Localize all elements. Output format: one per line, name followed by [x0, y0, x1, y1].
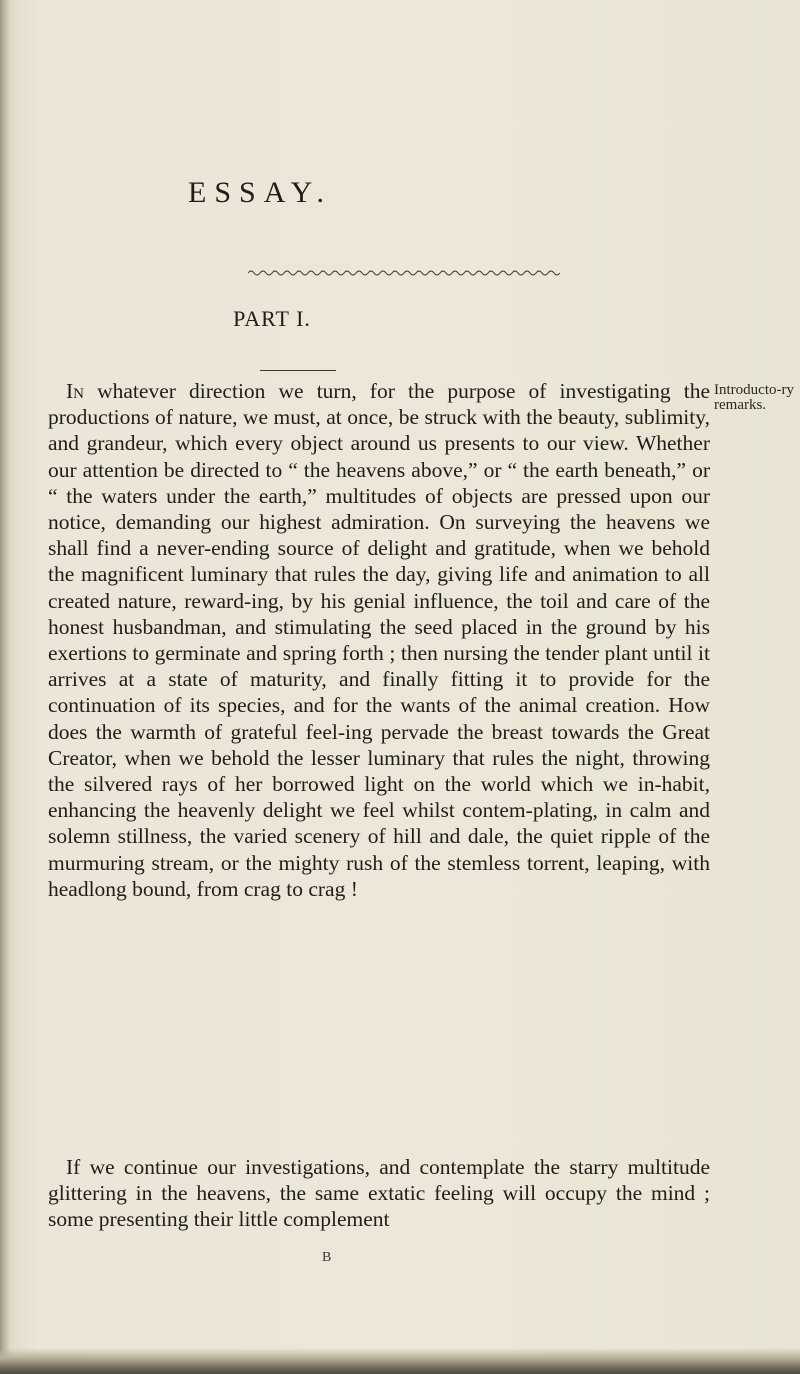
paragraph-2: If we continue our investigations, and contemplate the starry multitude glittering in the heavens, the same extatic feeling will occupy the mind ; some presenting their little complement — [48, 1155, 710, 1232]
paragraph-lead: In — [66, 379, 84, 403]
margin-note: Introducto-ry remarks. — [714, 382, 794, 413]
part-title: PART I. — [233, 306, 311, 331]
signature-mark: B — [322, 1250, 332, 1265]
paragraph-1 — [48, 378, 710, 902]
essay-title: ESSAY. — [188, 176, 332, 209]
page-bottom-edge — [0, 1348, 800, 1374]
wavy-rule-ornament — [248, 268, 560, 278]
short-rule — [260, 370, 336, 371]
paragraph-body: whatever direction we turn, for the purpose of investigating the productions of nature, we must, at once, be struck with the beauty, sublimity, and grandeur, which every object around us presents to our view. Whether our attention be directed to “ the heavens above,” or “ the earth beneath,” or “ the waters under the earth,” multitudes of objects are pressed upon our notice, demanding our highest admiration. On surveying the heavens we shall find a never-ending source of delight and gratitude, when we behold the magnificent luminary that rules the day, giving life and animation to all created nature, reward-ing, by his genial influence, the toil and care of the honest husbandman, and stimulating the seed placed in the ground by his exertions to germinate and spring forth ; then nursing the tender plant until it arrives at a state of maturity, and finally fitting it to provide for the continuation of its species, and for the wants of the animal creation. How does the warmth of grateful feel-ing pervade the breast towards the Great Creator, when we behold the lesser luminary that rules the night, throwing the silvered rays of her borrowed light on the world which we in-habit, enhancing the heavenly delight we feel whilst contem-plating, in calm and solemn stillness, the varied scenery of hill and dale, the quiet ripple of the murmuring stream, or the mighty rush of the stemless torrent, leaping, with headlong bound, from crag to crag ! — [48, 379, 710, 901]
